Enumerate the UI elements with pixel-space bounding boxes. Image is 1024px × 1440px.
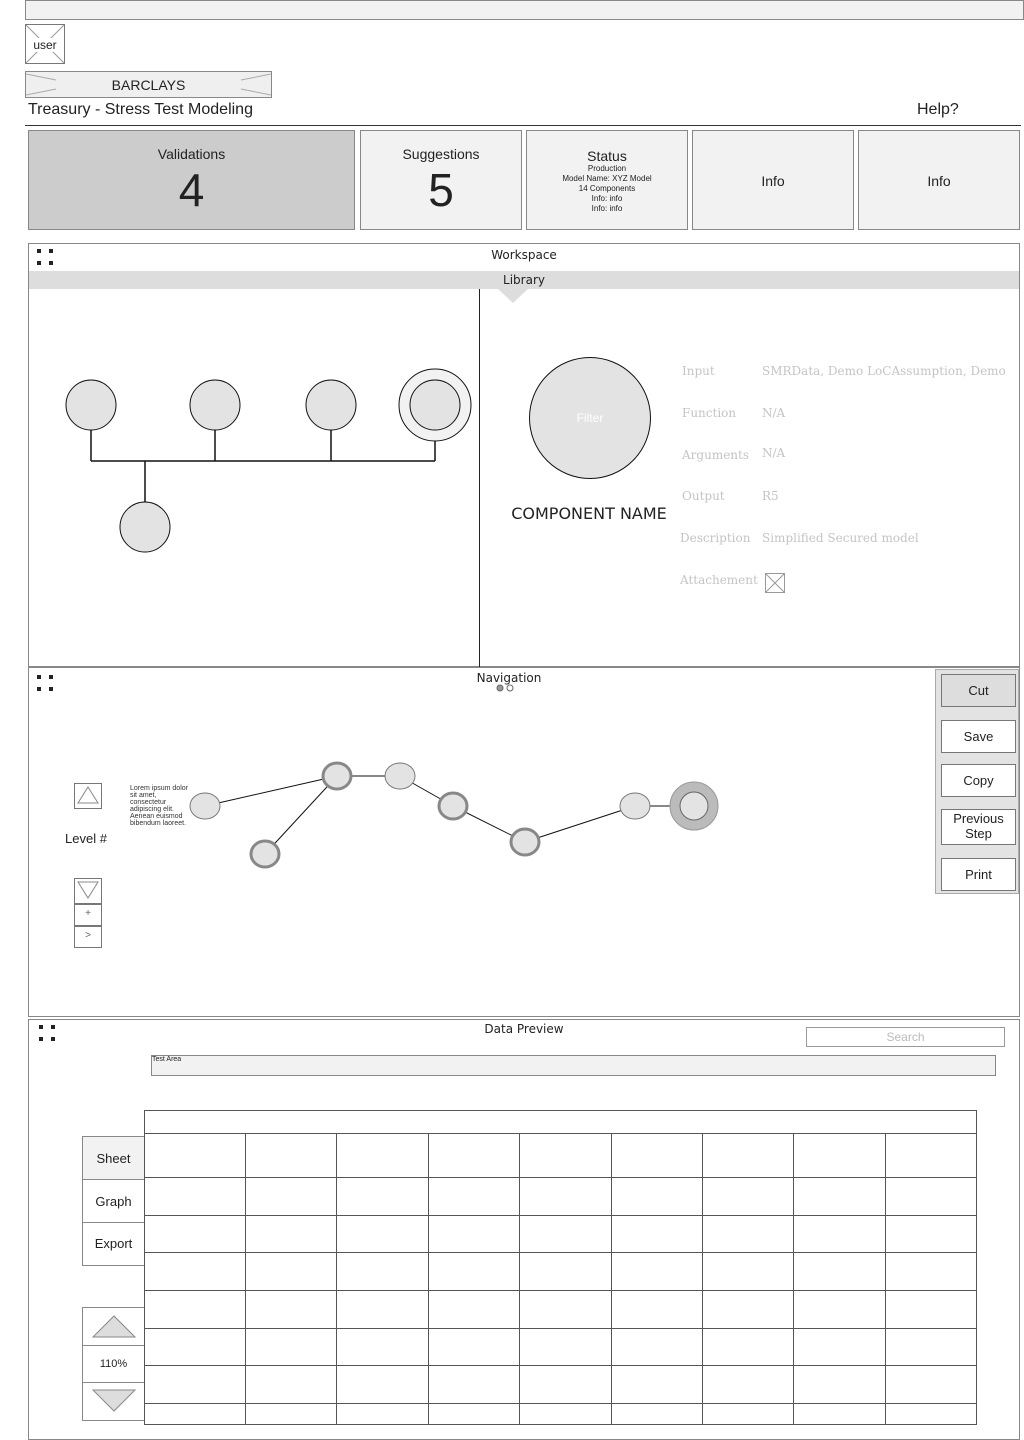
triangle-down-icon [76, 879, 100, 901]
grid-cell[interactable] [702, 1366, 793, 1404]
navigation-panel [28, 667, 1020, 1017]
grid-cell[interactable] [702, 1291, 793, 1329]
test-area[interactable] [151, 1055, 996, 1076]
grid-cell[interactable] [794, 1216, 885, 1253]
grid-cell[interactable] [885, 1329, 976, 1366]
filter-component-icon[interactable] [529, 357, 651, 479]
grid-cell[interactable] [337, 1366, 428, 1404]
grid-cell[interactable] [794, 1253, 885, 1291]
grid-cell[interactable] [702, 1404, 793, 1425]
info-label: Info [761, 173, 785, 189]
grid-cell[interactable] [702, 1329, 793, 1366]
grid-cell[interactable] [145, 1329, 246, 1366]
level-label: Level # [65, 831, 107, 846]
prop-label: Attachement [680, 573, 758, 587]
tab-sheet[interactable]: Sheet [82, 1136, 145, 1181]
grid-cell[interactable] [611, 1329, 702, 1366]
grid-cell[interactable] [428, 1329, 519, 1366]
data-grid[interactable] [144, 1133, 977, 1425]
grid-cell[interactable] [428, 1366, 519, 1404]
lorem-text: Lorem ipsum dolor sit amet, consectetur adipiscing elit. Aenean euismod bibendum laoreet. [130, 785, 188, 827]
grid-cell[interactable] [246, 1216, 337, 1253]
brand-name: BARCLAYS [111, 77, 186, 93]
test-area-label: Test Area [152, 1056, 182, 1063]
grid-cell[interactable] [246, 1366, 337, 1404]
nav-node[interactable] [385, 763, 415, 789]
info-tile-1[interactable] [692, 130, 854, 230]
header-divider [25, 125, 1021, 126]
nav-node[interactable] [620, 793, 650, 819]
grid-cell[interactable] [794, 1291, 885, 1329]
component-node[interactable] [306, 380, 356, 430]
grid-cell[interactable] [520, 1291, 611, 1329]
status-tile[interactable] [526, 130, 688, 230]
status-line: Production [587, 164, 627, 173]
cut-button[interactable]: Cut [941, 674, 1016, 707]
grid-cell[interactable] [246, 1404, 337, 1425]
grid-cell[interactable] [246, 1178, 337, 1216]
workspace-panel [28, 243, 1020, 667]
component-node[interactable] [120, 502, 170, 552]
library-tab-label: Library [503, 273, 545, 287]
user-label: user [26, 38, 64, 52]
page-title: Treasury - Stress Test Modeling [28, 101, 253, 118]
grid-cell[interactable] [337, 1291, 428, 1329]
action-sidebar [935, 669, 1019, 894]
grid-cell[interactable] [794, 1329, 885, 1366]
grid-cell[interactable] [611, 1366, 702, 1404]
grid-cell[interactable] [145, 1366, 246, 1404]
prop-label: Output [682, 489, 725, 503]
copy-button[interactable]: Copy [941, 764, 1016, 797]
tab-library[interactable] [29, 271, 1019, 289]
search-input[interactable]: Search [806, 1027, 1005, 1047]
component-node-selected-inner [410, 380, 460, 430]
grid-cell[interactable] [246, 1291, 337, 1329]
brand-logo [25, 71, 272, 98]
grid-cell[interactable] [246, 1253, 337, 1291]
zoom-in-button[interactable] [82, 1307, 145, 1347]
nav-node[interactable] [439, 793, 467, 819]
prop-label: Function [682, 406, 737, 420]
grid-cell[interactable] [246, 1329, 337, 1366]
grid-cell[interactable] [885, 1178, 976, 1216]
nav-node-current-inner [680, 792, 708, 820]
grid-cell[interactable] [611, 1178, 702, 1216]
grid-cell[interactable] [611, 1134, 702, 1178]
grid-cell[interactable] [702, 1134, 793, 1178]
grid-cell[interactable] [702, 1253, 793, 1291]
data-preview-panel [28, 1019, 1020, 1440]
nav-node[interactable] [251, 841, 279, 867]
status-line: Model Name: XYZ Model [562, 174, 652, 183]
grid-cell[interactable] [428, 1253, 519, 1291]
grid-cell[interactable] [145, 1134, 246, 1178]
prop-value: N/A [762, 406, 786, 420]
validations-label: Validations [157, 146, 226, 162]
suggestions-label: Suggestions [402, 146, 480, 162]
suggestions-count: 5 [428, 164, 454, 216]
grid-cell[interactable] [794, 1178, 885, 1216]
grid-cell[interactable] [885, 1404, 976, 1425]
grid-cell[interactable] [428, 1404, 519, 1425]
grid-cell[interactable] [337, 1404, 428, 1425]
level-up-button[interactable] [74, 783, 102, 809]
grid-cell[interactable] [337, 1216, 428, 1253]
user-avatar[interactable] [25, 24, 65, 64]
validations-count: 4 [178, 164, 205, 216]
grid-cell[interactable] [337, 1178, 428, 1216]
sheet-header-bar [144, 1110, 977, 1134]
validations-tile[interactable] [28, 130, 355, 230]
status-line: 14 Components [578, 184, 636, 193]
grid-cell[interactable] [611, 1216, 702, 1253]
grid-cell[interactable] [611, 1253, 702, 1291]
grid-cell[interactable] [794, 1404, 885, 1425]
suggestions-tile[interactable] [360, 130, 522, 230]
grid-cell[interactable] [611, 1404, 702, 1425]
grid-cell[interactable] [885, 1216, 976, 1253]
grid-cell[interactable] [885, 1366, 976, 1404]
previous-step-button[interactable]: Previous Step [941, 809, 1016, 845]
data-preview-title: Data Preview [484, 1022, 564, 1036]
tab-graph[interactable]: Graph [82, 1179, 145, 1224]
prop-value: Simplified Secured model [762, 531, 919, 545]
attachment-icon[interactable] [765, 573, 785, 593]
prop-value: N/A [762, 446, 786, 460]
print-button[interactable]: Print [941, 858, 1016, 891]
grid-cell[interactable] [885, 1291, 976, 1329]
tab-export[interactable]: Export [82, 1222, 145, 1266]
grid-cell[interactable] [337, 1329, 428, 1366]
grid-cell[interactable] [520, 1404, 611, 1425]
prop-label: Input [682, 364, 715, 378]
status-line: Info: info [591, 194, 623, 203]
triangle-up-icon [84, 1308, 143, 1344]
grid-cell[interactable] [702, 1178, 793, 1216]
status-label: Status [587, 148, 627, 164]
grid-cell[interactable] [145, 1291, 246, 1329]
level-down-button[interactable] [74, 878, 102, 904]
grid-cell[interactable] [520, 1134, 611, 1178]
grid-cell[interactable] [520, 1329, 611, 1366]
zoom-out-button[interactable] [82, 1382, 145, 1421]
grid-cell[interactable] [145, 1253, 246, 1291]
grid-cell[interactable] [428, 1216, 519, 1253]
grid-cell[interactable] [885, 1134, 976, 1178]
grid-cell[interactable] [611, 1291, 702, 1329]
prop-value: R5 [762, 489, 779, 503]
workspace-divider [479, 289, 480, 667]
grid-cell[interactable] [794, 1134, 885, 1178]
grid-cell[interactable] [520, 1216, 611, 1253]
navigation-graph [179, 753, 739, 873]
grid-cell[interactable] [520, 1178, 611, 1216]
grid-cell[interactable] [337, 1253, 428, 1291]
nav-node[interactable] [323, 763, 351, 789]
workspace-title: Workspace [491, 248, 557, 262]
info-label: Info [927, 173, 951, 189]
next-button[interactable]: > [74, 926, 102, 948]
component-name: COMPONENT NAME [511, 504, 667, 523]
zoom-level: 110% [82, 1345, 145, 1384]
add-button[interactable]: + [74, 904, 102, 926]
grid-cell[interactable] [702, 1216, 793, 1253]
grid-cell[interactable] [145, 1404, 246, 1425]
grid-cell[interactable] [145, 1216, 246, 1253]
grid-cell[interactable] [246, 1134, 337, 1178]
nav-node[interactable] [190, 793, 220, 819]
grid-cell[interactable] [520, 1366, 611, 1404]
top-bar [25, 0, 1024, 20]
info-tile-2[interactable] [858, 130, 1020, 230]
nav-node[interactable] [511, 829, 539, 855]
prop-value: SMRData, Demo LoCAssumption, Demo [762, 364, 1006, 378]
grid-cell[interactable] [428, 1291, 519, 1329]
component-node[interactable] [190, 380, 240, 430]
prop-label: Description [680, 531, 751, 545]
grid-cell[interactable] [885, 1253, 976, 1291]
triangle-up-icon [76, 784, 100, 806]
grid-cell[interactable] [145, 1178, 246, 1216]
navigation-title: Navigation [476, 671, 542, 685]
prop-label: Arguments [682, 448, 750, 462]
component-tree [29, 289, 479, 669]
status-line: Info: info [591, 204, 623, 213]
triangle-down-icon [84, 1383, 143, 1418]
component-node[interactable] [66, 380, 116, 430]
caret-down-icon [498, 289, 528, 303]
help-link[interactable]: Help? [917, 101, 959, 118]
grid-cell[interactable] [337, 1134, 428, 1178]
save-button[interactable]: Save [941, 720, 1016, 753]
grid-cell[interactable] [794, 1366, 885, 1404]
grid-cell[interactable] [428, 1178, 519, 1216]
grid-cell[interactable] [520, 1253, 611, 1291]
pager-dots-icon[interactable] [496, 684, 516, 694]
grid-cell[interactable] [428, 1134, 519, 1178]
filter-label: Filter [576, 411, 604, 425]
